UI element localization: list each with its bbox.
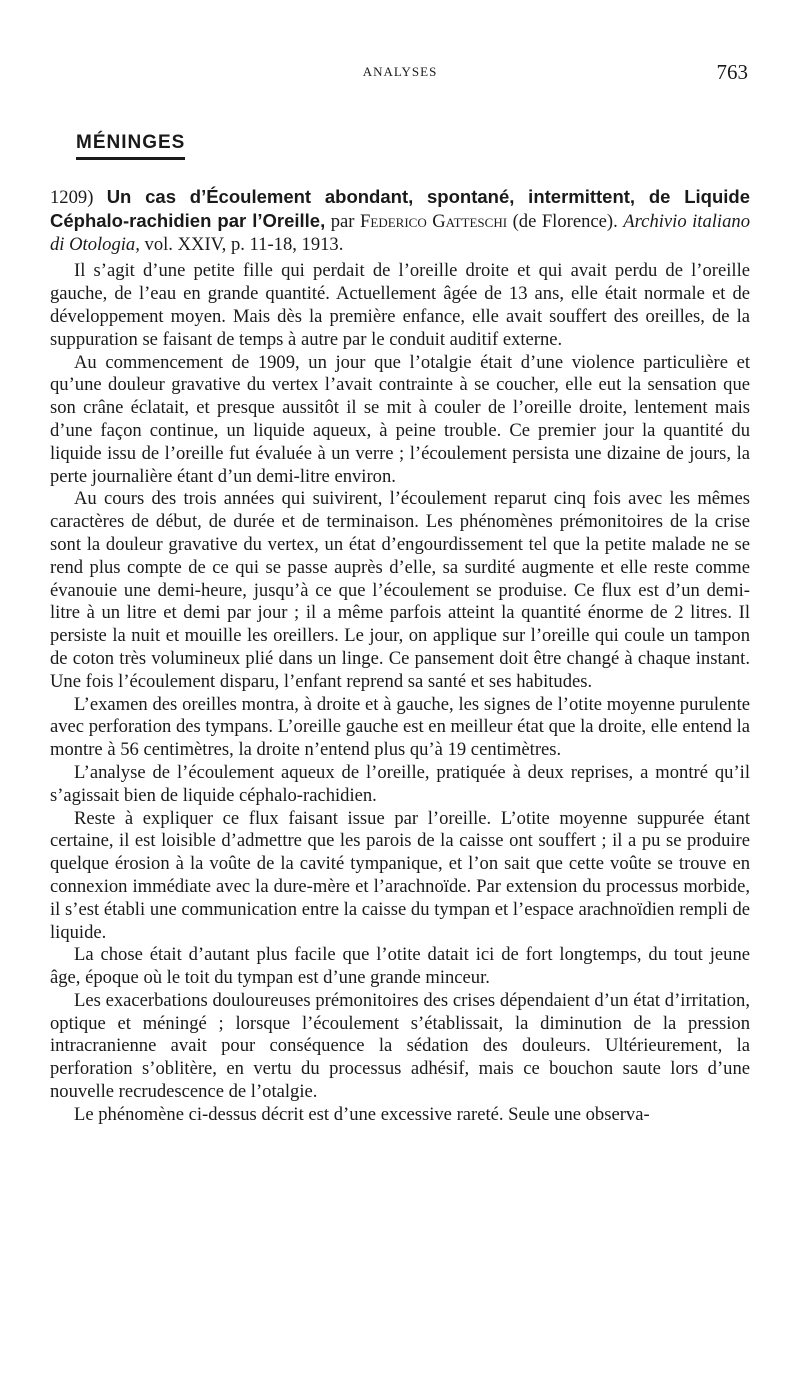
entry-journal: Archivio italiano di Otologia,: [50, 210, 750, 255]
paragraph: L’examen des oreilles montra, à droite et à gauche, les signes de l’otite moyenne purulente avec perforation des tympans. L’oreille gauche est en meilleur état que la droite, elle entend la montre à 56 centimètres, la droite n’entend plus qu’à 19 centimètres.: [50, 693, 750, 761]
entry-by: par: [330, 210, 355, 232]
paragraph: Le phénomène ci-dessus décrit est d’une excessive rareté. Seule une observa-: [74, 1103, 650, 1125]
article-body: [50, 186, 750, 1127]
entry-affiliation: (de Florence).: [512, 210, 618, 232]
paragraph: Reste à expliquer ce flux faisant issue par l’oreille. L’otite moyenne suppurée étant certaine, il est loisible d’admettre que les parois de la caisse ont souffert ; il a pu se produire quelque érosion à la voûte de la cavité tympanique, et l’on sait que cette voûte se trouve en connexion immédiate avec la dure-mère et l’arachnoïde. Par extension du processus morbide, il s’est établi une communication entre la caisse du tympan et l’espace arachnoïdien rempli de liquide.: [50, 807, 750, 943]
entry-number: 1209): [50, 187, 94, 208]
paragraph: La chose était d’autant plus facile que l’otite datait ici de fort longtemps, du tout jeune âge, époque où le toit du tympan est d’une grande minceur.: [50, 944, 750, 989]
paragraph: Au cours des trois années qui suivirent, l’écoulement reparut cinq fois avec les mêmes caractères de début, de durée et de terminaison. Les phénomènes prémonitoires de la crise sont la douleur gravative du vertex, un état d’engourdissement tel que la petite malade ne se rend plus compte de ce qui se passe auprès d’elle, sa surdité augmente et elle reste comme évanouie une demi-heure, jusqu’à ce que l’écoulement se produise. Ce flux est d’un demi-litre à un litre et demi par jour ; il a même parfois atteint la quantité énorme de 2 litres. Il persiste la nuit et mouille les oreillers. Le jour, on applique sur l’oreille qui coule un tampon de coton très volumineux plié dans un linge. Ce pansement doit être changé à chaque instant. Une fois l’écoulement disparu, l’enfant reprend sa santé et ses habitudes.: [50, 488, 750, 692]
paragraph: Les exacerbations douloureuses prémonitoires des crises dépendaient d’un état d’irritation, optique et méningé ; lorsque l’écoulement s’établissait, la diminution de la pression intracranienne avait pour conséquence la sédation des douleurs. Ultérieurement, la perforation s’oblitère, en vertu du processus adhésif, mais ce bouchon saute lors d’une nouvelle recrudescence de l’otalgie.: [50, 989, 750, 1103]
entry-citation: vol. XXIV, p. 11-18, 1913.: [144, 233, 344, 255]
paragraph: Au commencement de 1909, un jour que l’otalgie était d’une violence particulière et qu’une douleur gravative du vertex l’avait contrainte à se coucher, elle eut la sensation que son crâne éclatait, et presque aussitôt il se mit à couler de l’oreille droite, lentement mais d’une façon continue, un liquide aqueux, à peine trouble. Ce premier jour la quantité du liquide issu de l’oreille fut évaluée à un verre ; l’écoulement persista une dizaine de jours, la perte journalière étant d’un demi-litre environ.: [50, 351, 750, 487]
page-number: 763: [716, 60, 748, 84]
paragraph: Il s’agit d’une petite fille qui perdait de l’oreille droite et qui avait perdu de l’oreille gauche, de l’eau en grande quantité. Actuellement âgée de 13 ans, elle était normale et de développement moyen. Mais dès la première enfance, elle avait souffert des oreilles, de la suppuration se faisant de temps à autre par le conduit auditif externe.: [50, 260, 750, 350]
running-head: [0, 62, 800, 86]
entry-title: Un cas d’Écoulement abondant, spontané, intermittent, de Liquide Céphalo-rachidien par l’Oreille,: [50, 186, 750, 231]
paragraph: L’analyse de l’écoulement aqueux de l’oreille, pratiquée à deux reprises, a montré qu’il s’agissait bien de liquide céphalo-rachidien.: [50, 761, 750, 806]
running-title: ANALYSES: [362, 64, 438, 79]
section-title: MÉNINGES: [76, 132, 185, 160]
entry-author: Federico Gatteschi: [360, 210, 508, 232]
entry-heading: [50, 186, 750, 256]
